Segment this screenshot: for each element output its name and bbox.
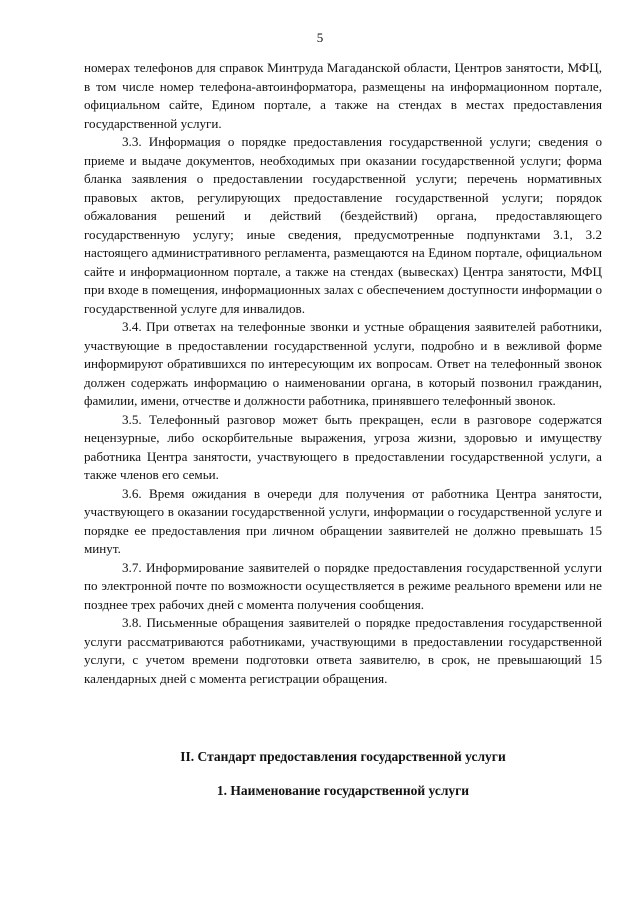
paragraph-3-3: 3.3. Информация о порядке предоставления государственной услуги; сведения о приеме и выдаче документов, необходимых при оказании государственной услуги; форма бланка заявления о предоставлении государственной услуги; перечень нормативных правовых актов, регулирующих предоставление государственной услуги; порядок обжалования решений и действий (бездействий) органа, предоставляющего государственную услугу; иные сведения, предусмотренные подпунктами 3.1, 3.2 настоящего административного регламента, размещаются на Едином портале, официальном сайте и информационном портале, а также на стендах (вывесках) Центра занятости, МФЦ при входе в помещения, информационных залах с обеспечением доступности информации о государственной услуге для инвалидов. <box>84 134 602 316</box>
paragraph-3-6: 3.6. Время ожидания в очереди для получения от работника Центра занятости, участвующего в оказании государственной услуги, информации о государственной услуге и порядке ее предоставления при личном обращении заявителей не должно превышать 15 минут. <box>84 485 602 556</box>
page-number: 5 <box>316 30 324 45</box>
sub-heading: 1. Наименование государственной услуги <box>216 783 470 798</box>
body-text <box>84 59 602 688</box>
paragraph-continuation: номерах телефонов для справок Минтруда Магаданской области, Центров занятости, МФЦ, в том числе номер телефона-автоинформатора, размещены на информационном портале, официальном сайте, Едином портале, а также на стендах в местах предоставления государственной услуги. <box>84 60 602 131</box>
paragraph-3-8: 3.8. Письменные обращения заявителей о порядке предоставления государственной услуги рассматриваются работниками, участвующими в предоставлении государственной услуги, с учетом времени подготовки ответа заявителю, в срок, не превышающий 15 календарных дней с момента регистрации обращения. <box>84 615 602 686</box>
paragraph-3-4: 3.4. При ответах на телефонные звонки и устные обращения заявителей работники, участвующие в предоставлении государственной услуги, подробно и в вежливой форме информируют обратившихся по интересующим их вопросам. Ответ на телефонный звонок должен содержать информацию о наименовании органа, в который позвонил гражданин, фамилии, имени, отчестве и должности работника, принявшего телефонный звонок. <box>84 319 602 408</box>
section-heading: II. Стандарт предоставления государственной услуги <box>180 749 506 764</box>
paragraph-3-5: 3.5. Телефонный разговор может быть прекращен, если в разговоре содержатся нецензурные, либо оскорбительные выражения, угроза жизни, здоровью и имуществу работника Центра занятости, участвующего в предоставлении государственной услуги, а также членов его семьи. <box>84 411 602 482</box>
paragraph-3-7: 3.7. Информирование заявителей о порядке предоставления государственной услуги по электронной почте по возможности осуществляется в режиме реального времени или не позднее трех рабочих дней с момента получения сообщения. <box>84 559 602 612</box>
